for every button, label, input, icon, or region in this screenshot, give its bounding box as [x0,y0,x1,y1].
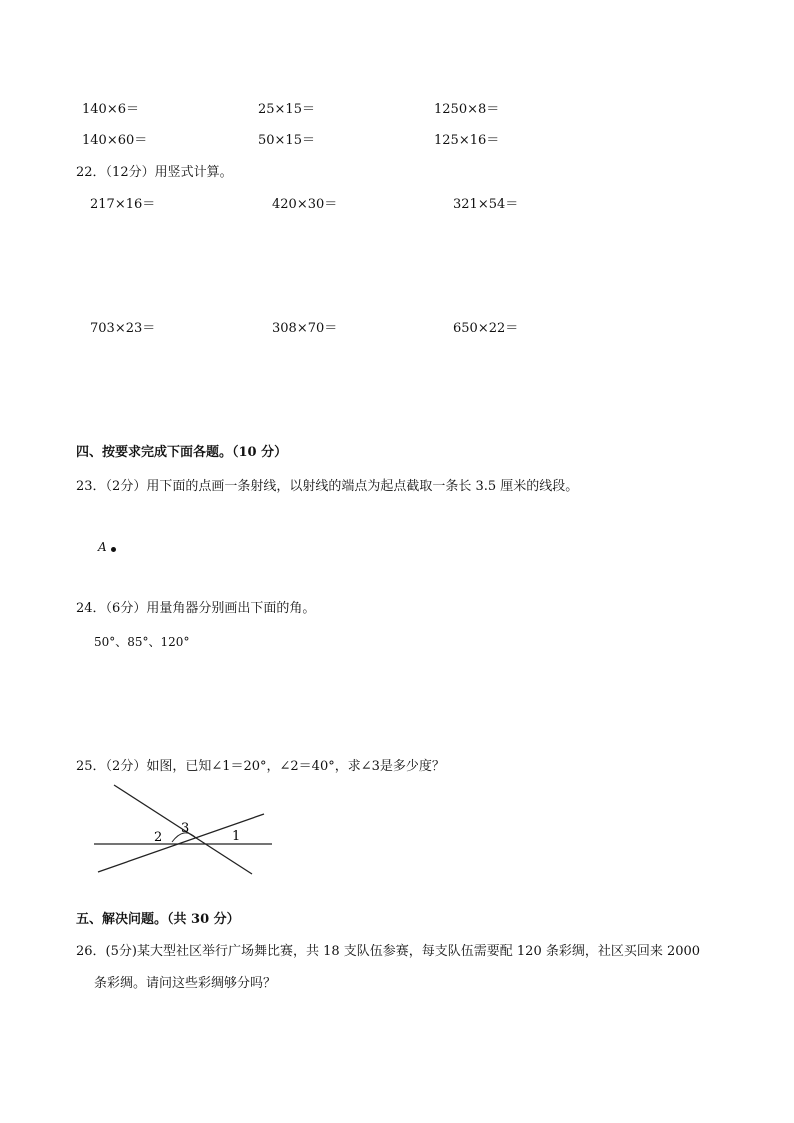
vertical-calc-item: 308×70＝ [272,321,338,336]
calc-item: 1250×8＝ [434,102,500,117]
q23-text: 23．（2分）用下面的点画一条射线，以射线的端点为起点截取一条长 3.5 厘米的线段。 [76,479,579,494]
section-heading: 四、按要求完成下面各题。（10 分） [76,445,288,460]
calc-item: 140×6＝ [82,102,139,117]
vertical-calc-item: 703×23＝ [90,321,156,336]
calc-item: 25×15＝ [258,102,315,117]
vertical-calc-item: 321×54＝ [453,197,519,212]
vertical-calc-item: 650×22＝ [453,321,519,336]
q25-text: 25．（2分）如图，已知∠1＝20°，∠2＝40°，求∠3是多少度？ [76,759,445,774]
vertical-calc-item: 420×30＝ [272,197,338,212]
calc-item: 140×60＝ [82,133,148,148]
angle-label-1: 1 [232,829,241,844]
calc-item: 50×15＝ [258,133,315,148]
vertical-calc-item: 217×16＝ [90,197,156,212]
q24-text: 24．（6分）用量角器分别画出下面的角。 [76,601,316,616]
q26-text-line2: 条彩绸。请问这些彩绸够分吗？ [94,976,277,991]
angle-figure [92,782,274,877]
q22-title: 22．（12分）用竖式计算。 [76,165,233,180]
point-a [111,547,116,552]
angle-list: 50°、85°、120° [94,635,190,649]
angle-label-3: 3 [181,821,190,836]
q26-text-line1: 26．(5分)某大型社区举行广场舞比赛，共 18 支队伍参赛，每支队伍需要配 120 条彩绸，社区买回来 2000 [76,944,701,959]
point-label: A [98,540,107,554]
angle-label-2: 2 [154,830,163,845]
calc-item: 125×16＝ [434,133,500,148]
section-heading: 五、解决问题。（共 30 分） [76,912,240,927]
